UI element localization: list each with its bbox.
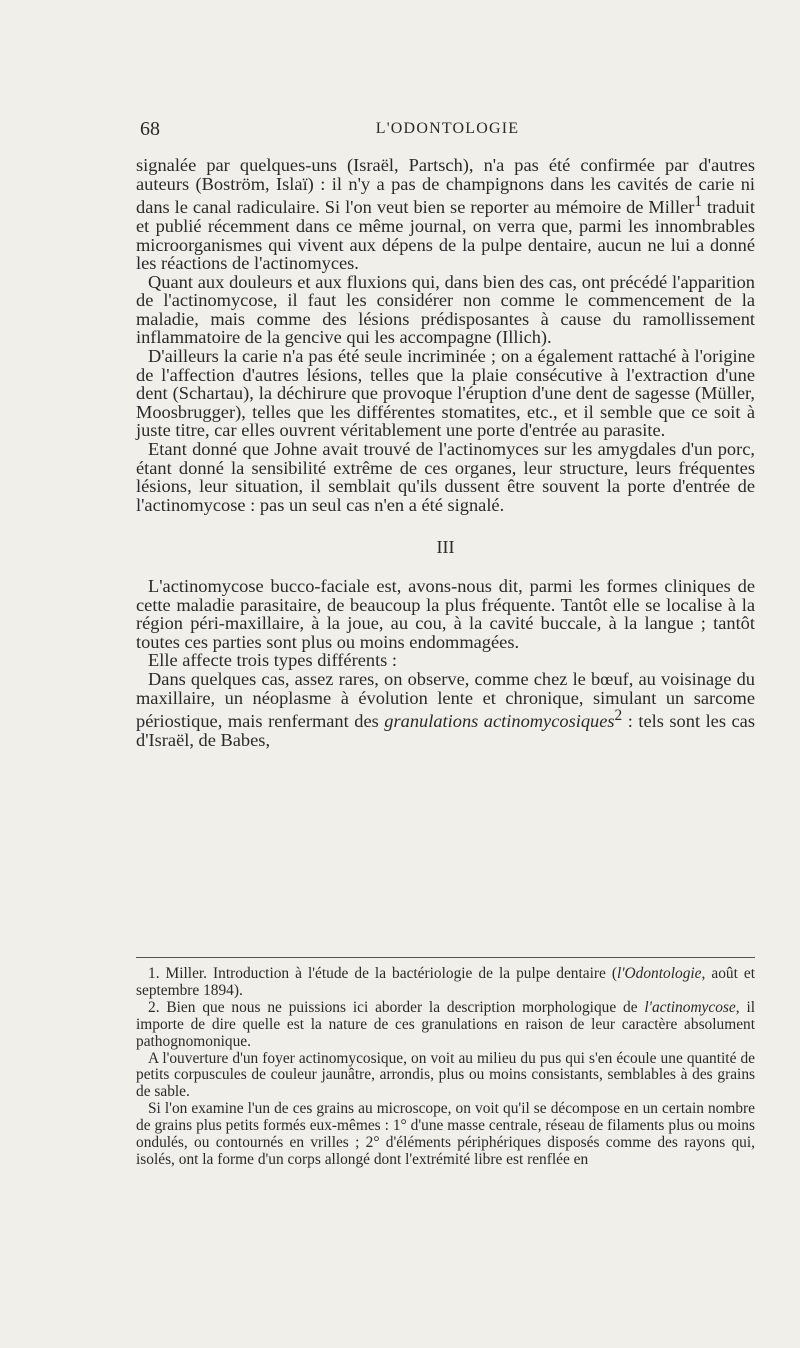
footnote: 2. Bien que nous ne puissions ici aborder la description morphologique de l'actinomycose, il importe de dire quelle est la nature de ces granulations en raison de leur caractère absolument pathognomonique.: [136, 998, 756, 1050]
footnote: Si l'on examine l'un de ces grains au microscope, on voit qu'il se décompose en un certain nombre de grains plus petits formés eux-mêmes : 1° d'une masse centrale, réseau de filaments plus ou moins ondulés, ou contournés en vrilles ; 2° d'éléments périphériques disposés comme des rayons qui, isolés, ont la forme d'un corps allongé dont l'extrémité libre est renflée en: [136, 1100, 755, 1168]
footnotes: [136, 966, 755, 1169]
running-title: L'ODONTOLOGIE: [375, 120, 520, 137]
paragraph: signalée par quelques-uns (Israël, Partsch), n'a pas été confirmée par d'autres auteurs (Boström, Islaï) : il n'y a pas de champignons dans les cavités de carie ni dans le canal radiculaire. Si l'on veut bien se reporter au mémoire de Miller$^1$ traduit et publié récemment dans ce même journal, on verra que, parmi les innombrables microorganismes qui vivent aux dépens de la pulpe dentaire, aucun ne lui a donné les réactions de l'actinomyces.: [136, 155, 755, 274]
footnote-ref: 2: [614, 707, 623, 725]
paragraph: Dans quelques cas, assez rares, on observe, comme chez le bœuf, au voisinage du maxillaire, un néoplasme à évolution lente et chronique, simulant un sarcome périostique, mais renfermant des granulations actinomycosiques$^2$ : tels sont les cas d'Israël, de Babes,: [136, 668, 755, 750]
page-header: [140, 118, 755, 142]
paragraph: Quant aux douleurs et aux fluxions qui, dans bien des cas, ont précédé l'apparition de l'actinomycose, il faut les considérer non comme le commencement de la maladie, mais comme des lésions prédisposantes à cause du ramollissement inflammatoire de la gencive qui les accompagne (Illich).: [136, 271, 755, 348]
footnote: 1. Miller. Introduction à l'étude de la bactériologie de la pulpe dentaire (l'Odontologie, août et septembre 1894).: [136, 965, 755, 999]
paragraph: Elle affecte trois types différents :: [148, 650, 398, 671]
footnote: A l'ouverture d'un foyer actinomycosique, on voit au milieu du pus qui s'en écoule une quantité de petits corpuscules de couleur jaunâtre, arrondis, plus ou moins consistants, semblables à des grains de sable.: [136, 1049, 755, 1101]
paragraph: Etant donné que Johne avait trouvé de l'actinomyces sur les amygdales d'un porc, étant donné la sensibilité extrême de ces organes, leur structure, leurs fréquentes lésions, leur situation, il semblait qu'ils dussent être souvent la porte d'entrée de l'actinomycose : pas un seul cas n'en a été signalé.: [136, 439, 755, 515]
emphasis: granulations actinomycosiques: [384, 711, 615, 732]
footnote-ref: 1: [694, 193, 703, 211]
main-text: [136, 156, 755, 749]
paragraph: D'ailleurs la carie n'a pas été seule incriminée ; on a également rattaché à l'origine de l'affection d'autres lésions, telles que la plaie consécutive à l'extraction d'une dent (Schartau), la déchirure que provoque l'éruption d'une dent de sagesse (Müller, Moosbrugger), telles que les différentes stomatites, etc., et il semble que ce soit à juste titre, car elles ouvrent véritablement une porte d'entrée au parasite.: [136, 346, 755, 441]
section-heading: III: [436, 537, 455, 558]
footnote-divider: [136, 957, 755, 958]
page-number: 68: [140, 118, 160, 140]
paragraph: L'actinomycose bucco-faciale est, avons-nous dit, parmi les formes cliniques de cette maladie parasitaire, de beaucoup la plus fréquente. Tantôt elle se localise à la région péri-maxillaire, à la joue, au cou, à la cavité buccale, à la langue ; tantôt toutes ces parties sont plus ou moins endommagées.: [136, 576, 755, 652]
